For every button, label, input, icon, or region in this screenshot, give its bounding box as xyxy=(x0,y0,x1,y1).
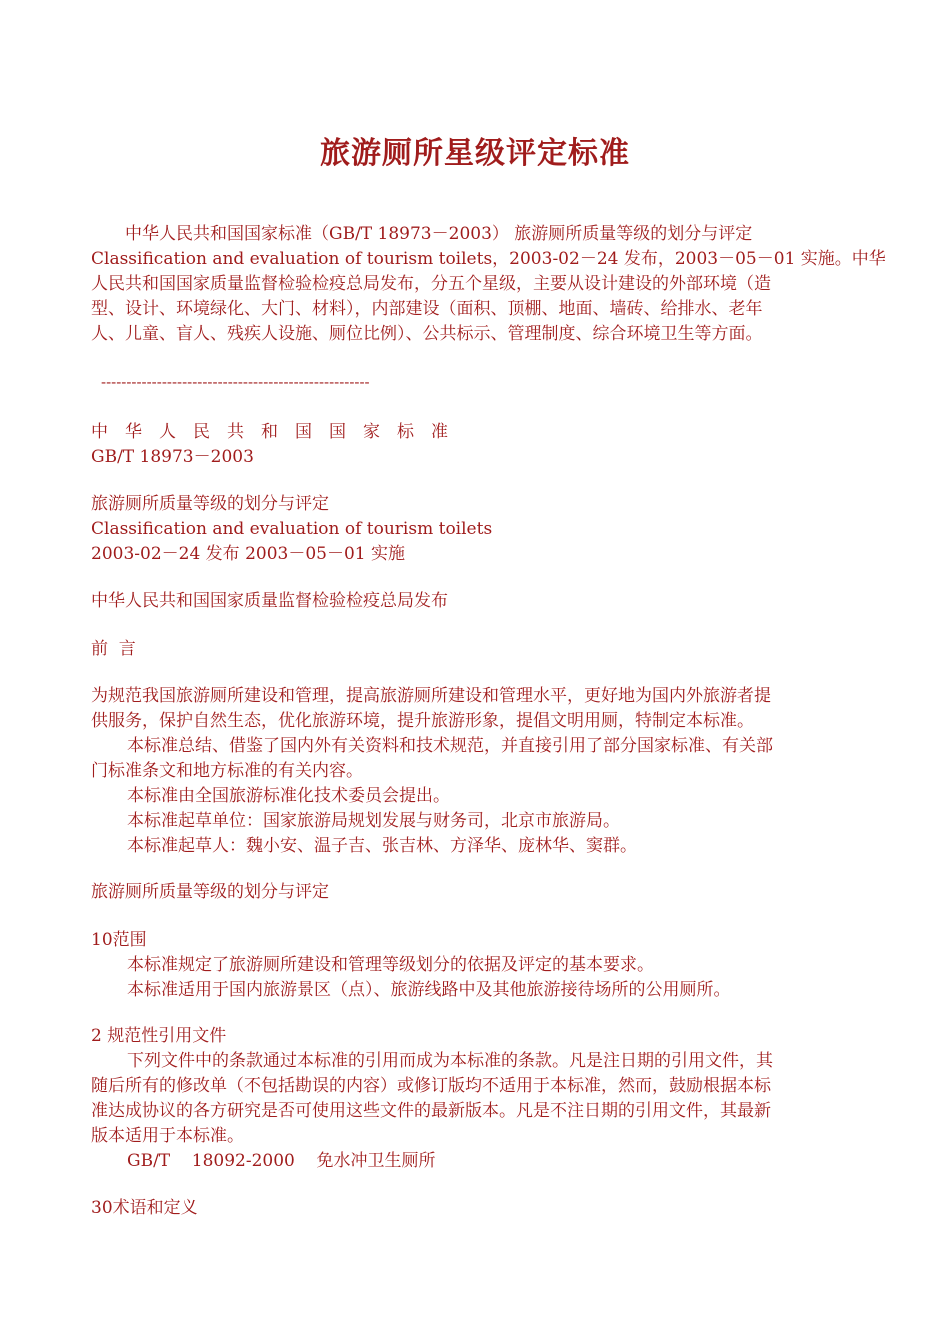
national-standard-label: 中华人民共和国国家标准 xyxy=(91,422,465,442)
preface-p3: 本标准由全国旅游标准化技术委员会提出。 xyxy=(127,786,450,806)
document-title: 旅游厕所星级评定标准 xyxy=(320,136,630,171)
standard-cn-title: 旅游厕所质量等级的划分与评定 xyxy=(91,494,329,514)
divider-text: ----------------------------------------------------- xyxy=(101,373,370,391)
section-3-heading: 30术语和定义 xyxy=(91,1198,198,1218)
standard-title-block xyxy=(91,492,859,567)
section-2-p1-line2: 随后所有的修改单（不包括勘误的内容）或修订版均不适用于本标准，然而，鼓励根据本标 xyxy=(91,1076,771,1096)
standard-header xyxy=(91,420,859,470)
intro-line-1: 中华人民共和国国家标准（GB/T 18973－2003） 旅游厕所质量等级的划分与评定 xyxy=(125,224,753,244)
intro-line-3: 人民共和国国家质量监督检验检疫总局发布，分五个星级，主要从设计建设的外部环境（造 xyxy=(91,274,771,294)
section-2 xyxy=(91,1024,859,1174)
section-1-p2: 本标准适用于国内旅游景区（点）、旅游线路中及其他旅游接待场所的公用厕所。 xyxy=(127,980,731,1000)
section-2-p1-line4: 版本适用于本标准。 xyxy=(91,1126,244,1146)
standard-code: GB/T 18973－2003 xyxy=(91,447,254,467)
preface-p4: 本标准起草单位：国家旅游局规划发展与财务司，北京市旅游局。 xyxy=(127,811,620,831)
preface-heading: 前 言 xyxy=(91,639,136,659)
section-1 xyxy=(91,928,859,1003)
section-2-heading: 2 规范性引用文件 xyxy=(91,1026,227,1046)
preface-body xyxy=(91,684,859,859)
intro-line-4: 型、设计、环境绿化、大门、材料），内部建设（面积、顶棚、地面、墙砖、给排水、老年 xyxy=(91,299,763,319)
standard-dates: 2003-02－24 发布 2003－05－01 实施 xyxy=(91,544,406,564)
section-2-p1-line1: 下列文件中的条款通过本标准的引用而成为本标准的条款。凡是注日期的引用文件，其 xyxy=(127,1051,773,1071)
section-3 xyxy=(91,1196,859,1221)
preface-p1-line1: 为规范我国旅游厕所建设和管理，提高旅游厕所建设和管理水平，更好地为国内外旅游者提 xyxy=(91,686,771,706)
body-title: 旅游厕所质量等级的划分与评定 xyxy=(91,882,329,902)
publisher-block xyxy=(91,589,859,614)
body-title-block xyxy=(91,880,859,905)
preface-p1-line2: 供服务，保护自然生态，优化旅游环境，提升旅游形象，提倡文明用厕，特制定本标准。 xyxy=(91,711,754,731)
intro-paragraph xyxy=(91,222,886,347)
section-1-p1: 本标准规定了旅游厕所建设和管理等级划分的依据及评定的基本要求。 xyxy=(127,955,654,975)
section-1-heading: 10范围 xyxy=(91,930,147,950)
divider-line xyxy=(91,370,859,395)
intro-line-2: Classification and evaluation of tourism toilets，2003-02－24 发布，2003－05－01 实施。中华 xyxy=(91,249,886,269)
publisher: 中华人民共和国国家质量监督检验检疫总局发布 xyxy=(91,591,448,611)
preface-p2-line2: 门标准条文和地方标准的有关内容。 xyxy=(91,761,363,781)
preface-p2-line1: 本标准总结、借鉴了国内外有关资料和技术规范，并直接引用了部分国家标准、有关部 xyxy=(127,736,773,756)
section-2-p1-line3: 准达成协议的各方研究是否可使用这些文件的最新版本。凡是不注日期的引用文件，其最新 xyxy=(91,1101,771,1121)
preface-heading-block xyxy=(91,637,859,662)
preface-p5: 本标准起草人：魏小安、温子吉、张吉林、方泽华、庞林华、窦群。 xyxy=(127,836,637,856)
standard-en-title: Classification and evaluation of tourism toilets xyxy=(91,519,493,539)
intro-line-5: 人、儿童、盲人、残疾人设施、厕位比例）、公共标示、管理制度、综合环境卫生等方面。 xyxy=(91,324,763,344)
section-2-reference: GB/T 18092-2000 免水冲卫生厕所 xyxy=(127,1151,436,1171)
